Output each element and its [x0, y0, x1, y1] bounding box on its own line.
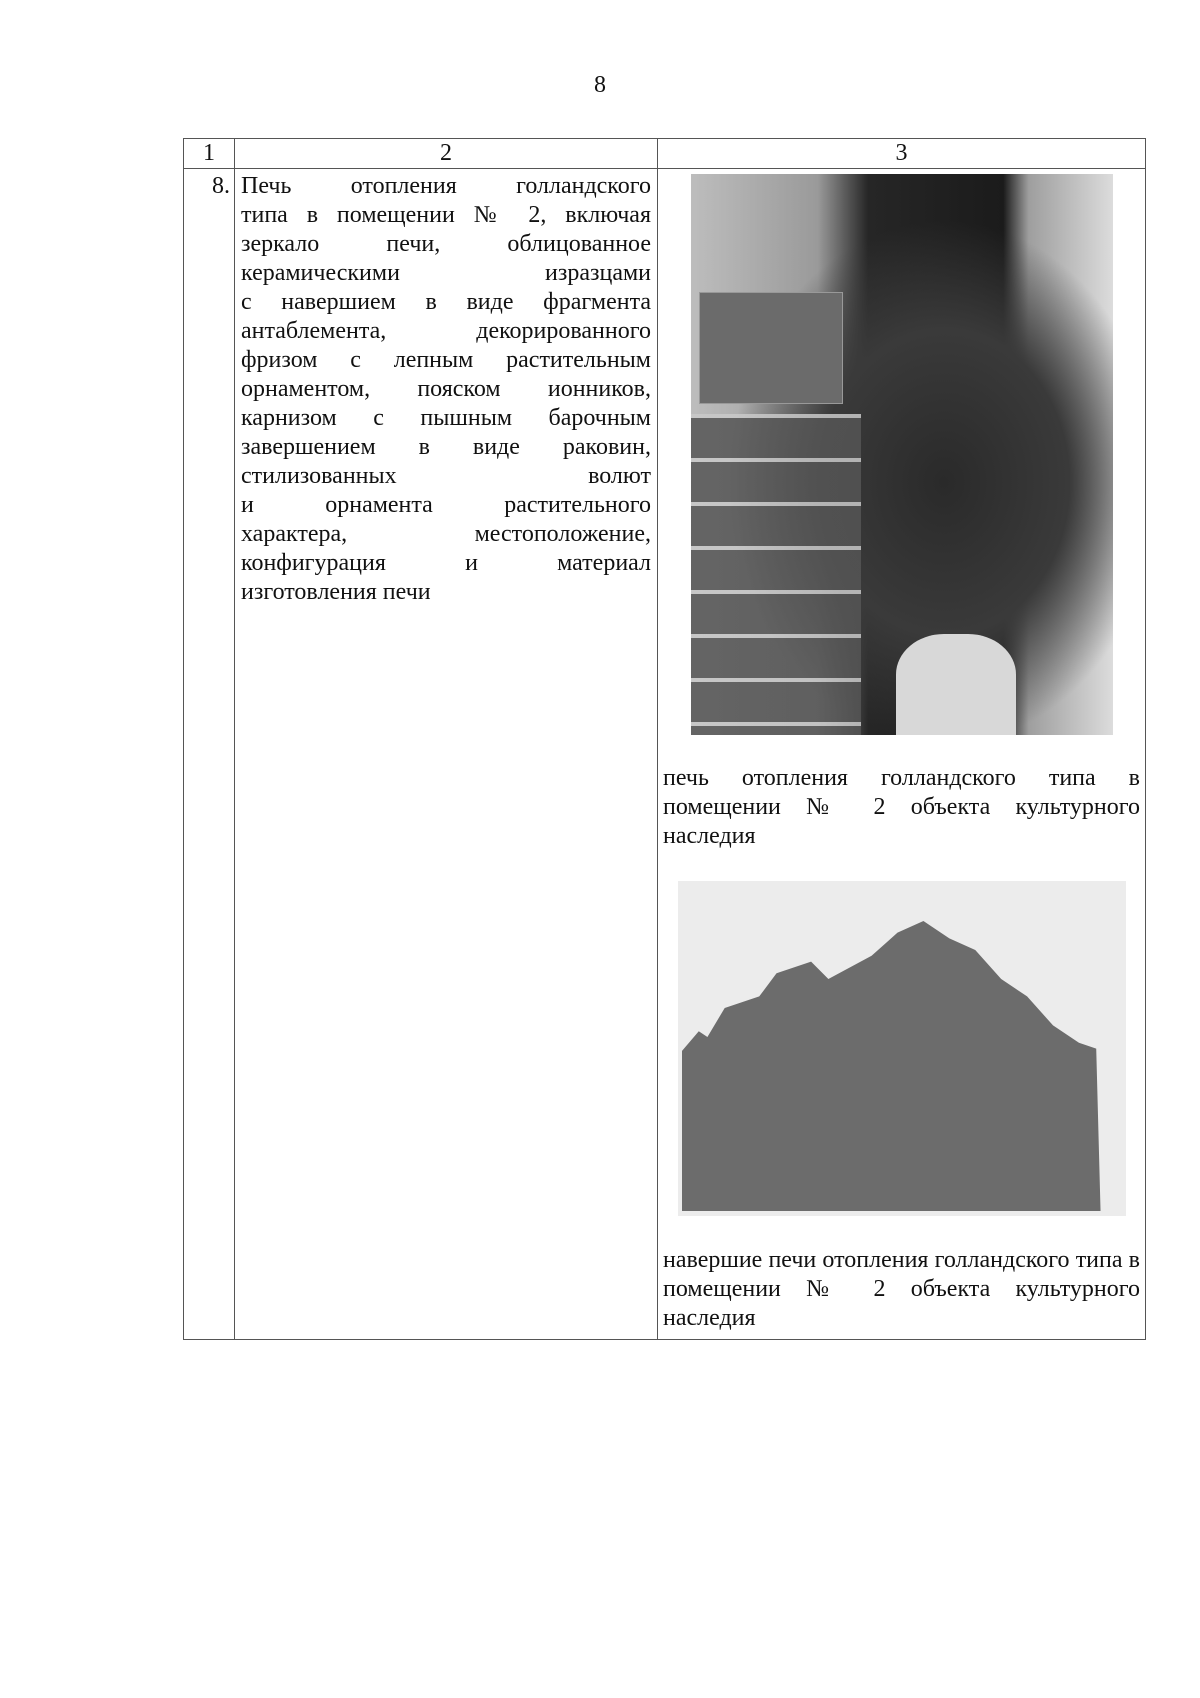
description-line: конфигурация и материал — [241, 550, 651, 576]
row-number: 8. — [184, 169, 235, 1340]
stove-photo-icon — [691, 174, 1113, 735]
description-line: орнаментом, пояском ионников, — [241, 376, 651, 402]
description-line: Печь отопления голландского — [241, 173, 651, 199]
column-header: 2 — [235, 139, 658, 169]
photo-caption: навершие печи отопления голландского типа в помещении № 2 объекта культурного наследия — [663, 1247, 1140, 1331]
page-number: 8 — [594, 72, 606, 98]
display-rack-icon — [691, 414, 861, 735]
photo-caption: печь отопления голландского типа в помещении № 2 объекта культурного наследия — [663, 765, 1140, 849]
description-line: характера, местоположение, — [241, 521, 651, 547]
description-line: фризом с лепным растительным — [241, 347, 651, 373]
description-line: антаблемента, декорированного — [241, 318, 651, 344]
description-line: изготовления печи — [241, 579, 431, 605]
photo-cell — [658, 169, 1146, 1340]
description-line: типа в помещении № 2, включая — [241, 202, 651, 228]
bag-icon — [896, 634, 1016, 735]
baroque-crest-icon — [682, 921, 1114, 1211]
description-line: завершением в виде раковин, — [241, 434, 651, 460]
table-header-row — [184, 139, 1146, 169]
table-row — [184, 169, 1146, 1340]
description-line: зеркало печи, облицованное — [241, 231, 651, 257]
description-line: и орнамента растительного — [241, 492, 651, 518]
description-cell — [235, 169, 658, 1340]
description-line: карнизом с пышным барочным — [241, 405, 651, 431]
description-line: стилизованных волют — [241, 463, 651, 489]
stove-crown-photo-icon — [678, 881, 1126, 1216]
column-header: 3 — [658, 139, 1146, 169]
column-header: 1 — [184, 139, 235, 169]
shop-sign-icon — [699, 292, 843, 404]
monument-table — [183, 138, 1146, 1340]
description-line: с навершием в виде фрагмента — [241, 289, 651, 315]
description-line: керамическими изразцами — [241, 260, 651, 286]
